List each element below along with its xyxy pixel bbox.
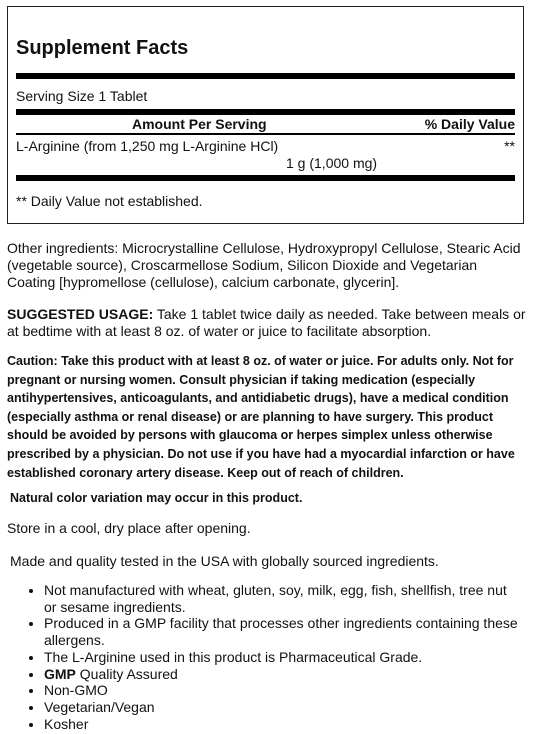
facts-title: Supplement Facts (16, 37, 189, 59)
list-item: • Produced in a GMP facility that processes other ingredients containing these allergens. (44, 615, 520, 648)
daily-value-header: % Daily Value (424, 116, 515, 132)
suggested-usage-label: SUGGESTED USAGE: (7, 306, 154, 322)
gmp-label: GMP (44, 665, 76, 682)
serving-size: Serving Size 1 Tablet (16, 88, 148, 104)
caution-text: Caution: Take this product with at least 8 oz. of water or juice. For adults only. Not for pregnant or nursing women. Consult physician if taking medication (especially antihypertensives, anticoagulants, and antidiabetic drugs), have a medical condition (especially asthma or renal disease) or are planning to have surgery. This product should be avoided by persons with glaucoma or herpes simplex unless otherwise prescribed by a physician. Do not use if you have had a myocardial infarction or have established coronary artery disease. Keep out of reach of children. (7, 354, 515, 480)
suggested-usage-text: Take 1 tablet twice daily as needed. Take between meals or at bedtime with at least 8 oz. of water or juice to facilitate absorption. (7, 306, 526, 339)
supplement-facts-panel (7, 6, 524, 224)
ingredient-row (16, 133, 515, 175)
facts-divider-bottom (16, 175, 515, 181)
facts-header-row (16, 109, 515, 133)
list-item (44, 666, 520, 683)
other-ingredients: Other ingredients: Microcrystalline Cellulose, Hydroxypropyl Cellulose, Stearic Acid (vegetable source), Croscarmellose Sodium, Silicon Dioxide and Vegetarian Coating [hypromellose (cellulose), calcium carbonate, glycerin]. (7, 240, 521, 290)
facts-footnote: ** Daily Value not established. (16, 193, 203, 209)
natural-color-note: Natural color variation may occur in this product. (10, 491, 303, 505)
facts-divider-top (16, 73, 515, 79)
list-item: • The L-Arginine used in this product is Pharmaceutical Grade. (44, 649, 520, 666)
list-item: • Non-GMO (44, 682, 520, 699)
made-in-usa-note: Made and quality tested in the USA with globally sourced ingredients. (10, 553, 439, 569)
ingredient-name: L-Arginine (from 1,250 mg L-Arginine HCl) (16, 138, 279, 154)
list-item: • Kosher (44, 716, 520, 733)
feature-list (0, 582, 520, 732)
ingredient-daily-value: ** (504, 138, 515, 154)
ingredient-amount: 1 g (1,000 mg) (286, 155, 378, 171)
gmp-rest: Quality Assured (75, 665, 178, 682)
list-item: • Vegetarian/Vegan (44, 699, 520, 716)
storage-note: Store in a cool, dry place after opening. (7, 520, 251, 536)
amount-per-serving-header: Amount Per Serving (132, 116, 267, 132)
list-item: • Not manufactured with wheat, gluten, soy, milk, egg, fish, shellfish, tree nut or sesame ingredients. (44, 582, 520, 615)
suggested-usage (7, 306, 527, 340)
